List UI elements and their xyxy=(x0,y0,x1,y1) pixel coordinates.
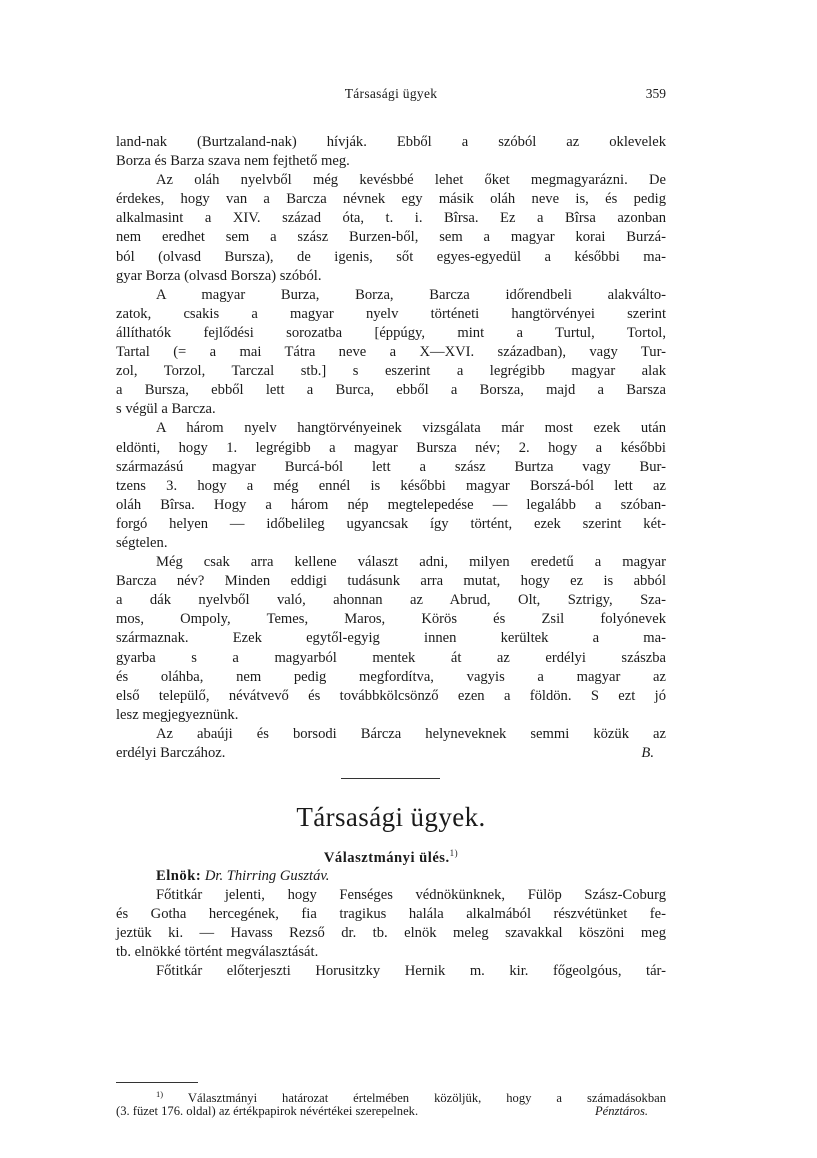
text-line: Az abaúji és borsodi Bárcza helyneveknek semmi közük az xyxy=(156,725,666,742)
text-line: származnak. Ezek egytől-egyig innen kerültek a ma- xyxy=(116,630,666,647)
text-line: Borza és Barza szava nem fejthető meg. xyxy=(116,153,350,170)
text-line-content: erdélyi Barczához. xyxy=(116,745,226,761)
meeting-title-text: Választmányi ülés. xyxy=(323,849,450,866)
text-line: gyar Borza (olvasd Borsza) szóból. xyxy=(116,267,322,284)
text-line: lesz megjegyeznünk. xyxy=(116,706,239,723)
section-divider xyxy=(341,778,440,779)
text-line: s végül a Barcza. xyxy=(116,401,216,418)
footnote-line xyxy=(116,1103,666,1120)
footnote-text: (3. füzet 176. oldal) az értékpapirok névértékei szerepelnek. xyxy=(116,1104,419,1118)
text-line: mos, Ompoly, Temes, Maros, Körös és Zsil folyónevek xyxy=(116,611,666,628)
text-line: állíthatók fejlődési sorozatba [éppúgy, mint a Turtul, Tortol, xyxy=(116,324,666,341)
article-body xyxy=(116,133,666,763)
text-line: zol, Torzol, Tarczal stb.] s eszerint a legrégibb magyar alak xyxy=(116,363,666,380)
text-line: land-nak (Burtzaland-nak) hívják. Ebből a szóból az oklevelek xyxy=(116,134,666,150)
footnote-signature: Pénztáros. xyxy=(594,1104,648,1118)
text-line xyxy=(116,744,666,763)
text-line: érdekes, hogy van a Barcza névnek egy másik oláh neve is, és pedig xyxy=(116,191,666,208)
chair-label: Elnök: xyxy=(156,868,202,884)
page-number: 359 xyxy=(645,86,666,101)
text-line: Még csak arra kellene választ adni, milyen eredetű a magyar xyxy=(156,554,666,571)
footnote-reference: 1) xyxy=(449,848,459,858)
running-header xyxy=(116,86,666,106)
text-line: alkalmasint a XIV. század óta, t. i. Bîrsa. Ez a Bîrsa azonban xyxy=(116,210,666,227)
footnote-rule xyxy=(116,1082,198,1083)
text-line: zatok, csakis a magyar nyelv történeti hangtörvényei szerint xyxy=(116,305,666,322)
text-line: a dák nyelvből való, ahonnan az Abrud, Olt, Sztrigy, Sza- xyxy=(116,592,666,609)
footnote-mark: 1) xyxy=(156,1089,164,1099)
chair-line xyxy=(116,867,666,886)
footnote xyxy=(116,1086,666,1120)
text-line: ból (olvasd Bursza), de igenis, sőt egyes-egyedül a későbbi ma- xyxy=(116,248,666,265)
text-line: forgó helyen — időbelileg ugyancsak így történt, ezek szerint két- xyxy=(116,515,666,532)
footnote-line xyxy=(116,1086,667,1106)
text-line: tb. elnökké történt megválasztását. xyxy=(116,944,319,961)
text-line: a Bursza, ebből lett a Burca, ebből a Borsza, majd a Barsza xyxy=(116,382,666,399)
text-line: Tartal (= a mai Tátra neve a X—XVI. században), vagy Tur- xyxy=(116,344,666,361)
text-line: és oláhba, nem pedig megfordítva, vagyis a magyar az xyxy=(116,668,666,685)
footnote-text: Választmányi határozat értelmében közöljük, hogy a számadásokban xyxy=(187,1091,667,1106)
text-line: Főtitkár előterjeszti Horusitzky Hernik m. kir. főgeolgóus, tár- xyxy=(156,963,666,980)
text-line: eldönti, hogy 1. legrégibb a magyar Bursza név; 2. hogy a későbbi xyxy=(116,439,666,456)
text-line: származású magyar Burcá-ból lett a szász Burtza vagy Bur- xyxy=(116,458,666,475)
text-line: ségtelen. xyxy=(116,534,168,551)
chair-name: Dr. Thirring Gusztáv. xyxy=(204,868,330,884)
text-line: Az oláh nyelvből még kevésbbé lehet őket megmagyarázni. De xyxy=(156,172,666,189)
text-line: tzens 3. hogy a még ennél is későbbi magyar Borszá-ból lett az xyxy=(116,477,666,494)
text-line: oláh Bîrsa. Hogy a három nép megtelepedése — legalább a szóban- xyxy=(116,496,666,513)
running-title: Társasági ügyek xyxy=(344,86,438,101)
text-line: első települő, névátvevő és továbbkölcsönző ezen a földön. S ezt jó xyxy=(116,687,666,704)
text-line: A három nyelv hangtörvényeinek vizsgálata már most ezek után xyxy=(156,420,666,437)
text-line: A magyar Burza, Borza, Barcza időrendbeli alakválto- xyxy=(156,286,666,303)
author-signature: B. xyxy=(641,745,654,761)
meeting-title xyxy=(116,848,666,867)
section-title: Társasági ügyek. xyxy=(296,802,486,832)
minutes-body xyxy=(116,867,666,982)
text-line: gyarba s a magyarból mentek át az erdélyi szászba xyxy=(116,649,666,666)
text-line: Főtitkár jelenti, hogy Fenséges védnökünknek, Fülöp Szász-Coburg xyxy=(156,887,666,904)
text-line: Barcza név? Minden eddigi tudásunk arra mutat, hogy ez is abból xyxy=(116,573,666,590)
text-line: jeztük ki. — Havass Rezső dr. tb. elnök meleg szavakkal köszöni meg xyxy=(116,925,666,942)
text-line: és Gotha hercegének, fia tragikus halála alkalmából részvétünket fe- xyxy=(116,906,666,923)
text-line: nem eredhet sem a szász Burzen-ből, sem a magyar korai Burzá- xyxy=(116,229,666,246)
